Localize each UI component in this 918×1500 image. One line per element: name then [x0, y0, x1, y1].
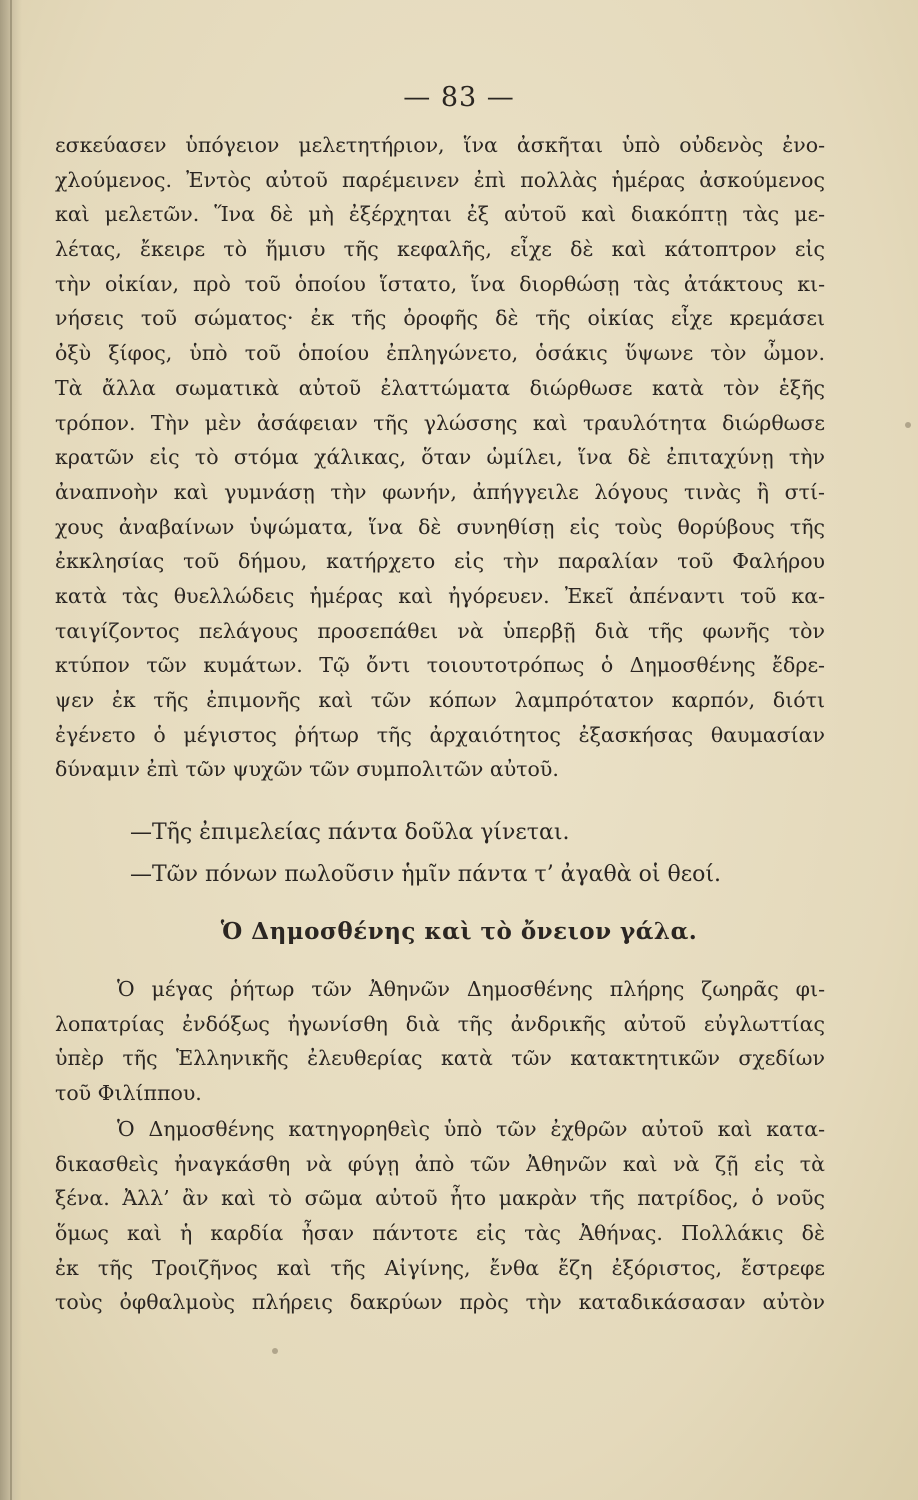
section-heading: Ὁ Δημοσθένης καὶ τὸ ὄνειον γάλα.	[220, 918, 698, 945]
text-line: τοὺς ὀφθαλμοὺς πλήρεις δακρύων πρὸς τὴν καταδικάσασαν αὐτὸν	[55, 1290, 825, 1315]
text-line: κατὰ τὰς θυελλώδεις ἡμέρας καὶ ἠγόρευεν. Ἐκεῖ ἀπέναντι τοῦ κα-	[55, 583, 825, 608]
saying-line: —Τῆς ἐπιμελείας πάντα δοῦλα γίνεται.	[130, 820, 570, 845]
sayings	[55, 812, 825, 896]
text-line: τρόπον. Τὴν μὲν ἀσάφειαν τῆς γλώσσης καὶ τραυλότητα διώρθωσε	[55, 410, 825, 435]
paragraph-exile	[55, 1112, 825, 1320]
text-line: ὑπὲρ τῆς Ἑλληνικῆς ἐλευθερίας κατὰ τῶν κατακτητικῶν σχεδίων	[55, 1046, 825, 1071]
page-number: — 83 —	[403, 82, 515, 113]
text-line: ψεν ἐκ τῆς ἐπιμονῆς καὶ τῶν κόπων λαμπρότατον καρπόν, διότι	[55, 688, 825, 712]
saying-line: —Τῶν πόνων πωλοῦσιν ἡμῖν πάντα τ’ ἀγαθὰ οἱ θεοί.	[130, 862, 722, 887]
text-line: νήσεις τοῦ σώματος· ἐκ τῆς ὀροφῆς δὲ τῆς οἰκίας εἶχε κρεμάσει	[55, 306, 825, 331]
text-line: κτύπον τῶν κυμάτων. Τῷ ὄντι τοιουτοτρόπως ὁ Δημοσθένης ἔδρε-	[55, 653, 825, 678]
text-line: χλούμενος. Ἐντὸς αὐτοῦ παρέμεινεν ἐπὶ πολλὰς ἡμέρας ἀσκούμενος	[55, 167, 825, 192]
text-line: καὶ μελετῶν. Ἵνα δὲ μὴ ἐξέρχηται ἐξ αὐτοῦ καὶ διακόπτῃ τὰς με-	[55, 202, 825, 227]
text-line: κρατῶν εἰς τὸ στόμα χάλικας, ὅταν ὡμίλει, ἵνα δὲ ἐπιταχύνῃ τὴν	[55, 445, 825, 470]
text-line: τὴν οἰκίαν, πρὸ τοῦ ὁποίου ἵστατο, ἵνα διορθώσῃ τὰς ἀτάκτους κι-	[55, 271, 825, 296]
text-line: δικασθεὶς ἠναγκάσθη νὰ φύγῃ ἀπὸ τῶν Ἀθηνῶν καὶ νὰ ζῇ εἰς τὰ	[55, 1151, 825, 1176]
text-line: ἀναπνοὴν καὶ γυμνάσῃ τὴν φωνήν, ἀπήγγειλε λόγους τινὰς ἢ στί-	[55, 479, 825, 504]
text-line: λέτας, ἔκειρε τὸ ἥμισυ τῆς κεφαλῆς, εἶχε δὲ καὶ κάτοπτρον εἰς	[55, 237, 825, 262]
text-line: ἐκ τῆς Τροιζῆνος καὶ τῆς Αἰγίνης, ἔνθα ἔζη ἐξόριστος, ἔστρεφε	[55, 1255, 825, 1280]
text-line: ταιγίζοντος πελάγους προσεπάθει νὰ ὑπερβῇ διὰ τῆς φωνῆς τὸν	[55, 618, 825, 643]
text-line: τοῦ Φιλίππου.	[55, 1081, 202, 1106]
text-line: Ὁ μέγας ῥήτωρ τῶν Ἀθηνῶν Δημοσθένης πλήρης ζωηρᾶς φι-	[117, 977, 825, 1001]
text-line: Ὁ Δημοσθένης κατηγορηθεὶς ὑπὸ τῶν ἐχθρῶν αὐτοῦ καὶ κατα-	[117, 1117, 825, 1141]
text-line: ὅμως καὶ ἡ καρδία ἦσαν πάντοτε εἰς τὰς Ἀθήνας. Πολλάκις δὲ	[55, 1221, 825, 1246]
paper-stain	[905, 422, 911, 428]
text-line: ξένα. Ἀλλ’ ἂν καὶ τὸ σῶμα αὐτοῦ ἦτο μακρὰν τῆς πατρίδος, ὁ νοῦς	[55, 1186, 825, 1211]
text-line: δύναμιν ἐπὶ τῶν ψυχῶν τῶν συμπολιτῶν αὐτοῦ.	[55, 757, 559, 782]
text-line: Τὰ ἄλλα σωματικὰ αὐτοῦ ἐλαττώματα διώρθωσε κατὰ τὸν ἑξῆς	[55, 375, 825, 400]
binding-edge	[10, 0, 12, 1500]
text-line: ἐγένετο ὁ μέγιστος ῥήτωρ τῆς ἀρχαιότητος ἐξασκήσας θαυμασίαν	[55, 722, 825, 747]
paragraph-intro	[55, 972, 825, 1111]
paper-stain	[272, 1348, 278, 1354]
text-line: λοπατρίας ἐνδόξως ἠγωνίσθη διὰ τῆς ἀνδρικῆς αὐτοῦ εὐγλωττίας	[55, 1011, 825, 1036]
paragraph-exercise	[55, 128, 825, 787]
text-line: ὀξὺ ξίφος, ὑπὸ τοῦ ὁποίου ἐπληγώνετο, ὁσάκις ὕψωνε τὸν ὦμον.	[55, 341, 825, 366]
text-line: ἐκκλησίας τοῦ δήμου, κατήρχετο εἰς τὴν παραλίαν τοῦ Φαλήρου	[55, 549, 825, 574]
text-line: χους ἀναβαίνων ὑψώματα, ἵνα δὲ συνηθίσῃ εἰς τοὺς θορύβους τῆς	[55, 514, 825, 539]
text-line: εσκεύασεν ὑπόγειον μελετητήριον, ἵνα ἀσκῆται ὑπὸ οὐδενὸς ἐνο-	[55, 133, 825, 157]
